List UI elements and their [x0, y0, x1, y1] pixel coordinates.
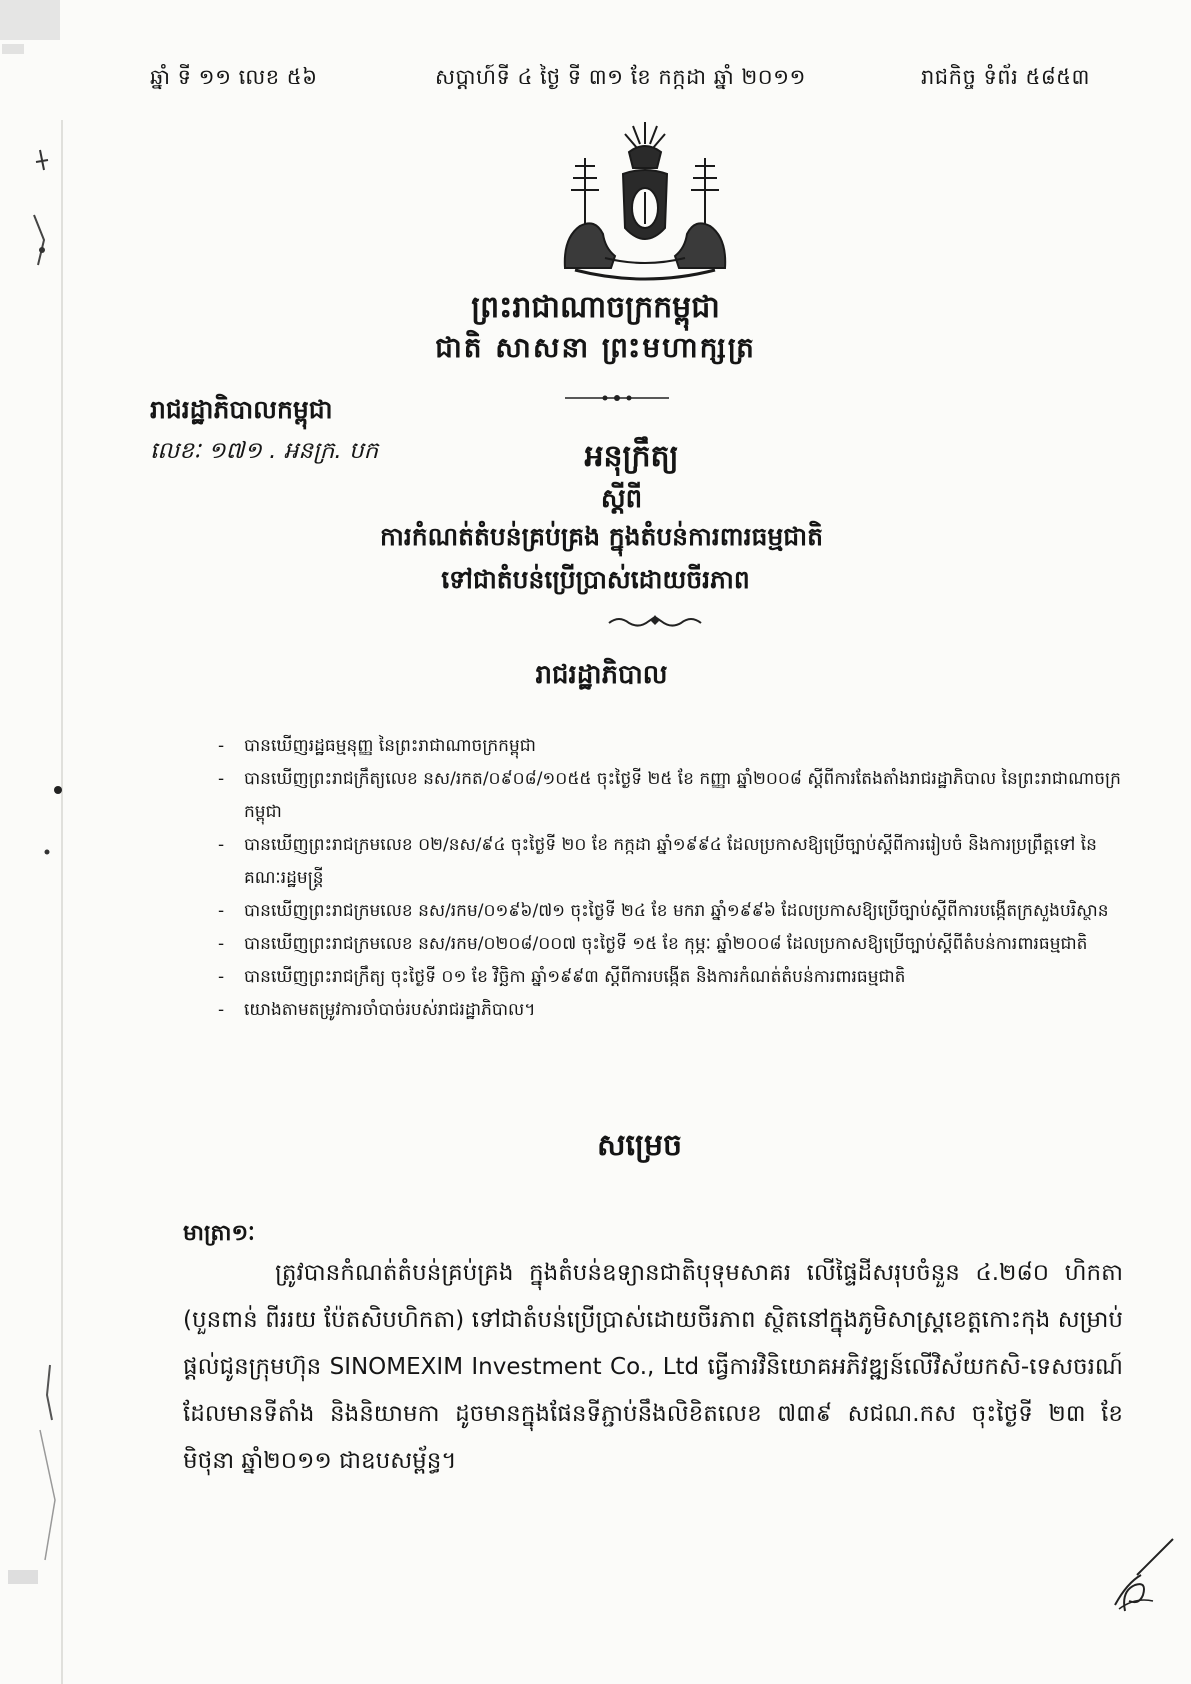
- list-item: - បានឃើញព្រះរាជក្រមលេខ នស/រកម/០១៩៦/៧១ ចុះថ្ងៃទី ២៤ ខែ មករា ឆ្នាំ១៩៩៦ ដែលប្រកាសឱ្យប្រើច្បាប់ស្ដីពីការបង្កើតក្រសួងបរិស្ថាន: [218, 895, 1123, 928]
- list-item: - បានឃើញរដ្ឋធម្មនុញ្ញ នៃព្រះរាជាណាចក្រកម្ពុជា: [218, 730, 1123, 763]
- royal-coat-of-arms-icon: [545, 118, 745, 286]
- article-1-body: ត្រូវបានកំណត់តំបន់គ្រប់គ្រង ក្នុងតំបន់ឧទ្យានជាតិបុទុមសាគរ លើផ្ទៃដីសរុបចំនួន ៤.២៨០ ហិកតា (បួនពាន់ ពីររយ ប៉ែតសិបហិកតា) ទៅជាតំបន់ប្រើប្រាស់ដោយចីរភាព ស្ថិតនៅក្នុងភូមិសាស្ត្រខេត្តកោះកុង សម្រាប់ផ្ដល់ជូនក្រុមហ៊ុន SINOMEXIM Investment Co., Ltd ធ្វើការវិនិយោគអភិវឌ្ឍន៍លើវិស័យកសិ-ទេសចរណ៍ ដែលមានទីតាំង និងនិយាមកា ដូចមានក្នុងផែនទីភ្ជាប់នឹងលិខិតលេខ ៧៣៩ សជណ.កស ចុះថ្ងៃទី ២៣ ខែ មិថុនា ឆ្នាំ២០១១ ជាឧបសម្ព័ន្ធ។: [183, 1260, 1123, 1474]
- considerations-list: [218, 730, 1123, 1027]
- document-type: អនុក្រឹត្យ: [584, 439, 679, 474]
- government-heading: រាជរដ្ឋាភិបាល: [535, 660, 668, 690]
- decision-heading: សម្រេច: [596, 1128, 683, 1163]
- gazette-page: រាជកិច្ច ទំព័រ ៥៨៥៣: [920, 65, 1090, 89]
- list-item: - បានឃើញព្រះរាជក្រមលេខ នស/រកម/០២០៨/០០៧ ចុះថ្ងៃទី ១៥ ខែ កុម្ភៈ ឆ្នាំ២០០៨ ដែលប្រកាសឱ្យប្រើច្បាប់ស្ដីពីតំបន់ការពារធម្មជាតិ: [218, 928, 1123, 961]
- issuing-authority: រាជរដ្ឋាភិបាលកម្ពុជា: [150, 395, 333, 424]
- list-item: - យោងតាមតម្រូវការចាំបាច់របស់រាជរដ្ឋាភិបាល។: [218, 994, 1123, 1027]
- document-number: លេខៈ ១៧១ . អនក្រ. បក: [150, 438, 379, 464]
- ornament-divider: [605, 613, 705, 629]
- gazette-date: សប្ដាហ៍ទី ៤ ថ្ងៃ ទី ៣១ ខែ កក្កដា ឆ្នាំ ២០១១: [435, 65, 806, 89]
- kingdom-name: ព្រះរាជាណាចក្រកម្ពុជា: [471, 290, 720, 325]
- list-item: - បានឃើញព្រះរាជក្រមលេខ ០២/នស/៩៤ ចុះថ្ងៃទី ២០ ខែ កក្កដា ឆ្នាំ១៩៩៤ ដែលប្រកាសឱ្យប្រើច្បាប់ស្ដីពីការរៀបចំ និងការប្រព្រឹត្តទៅ នៃគណៈរដ្ឋមន្ត្រី: [218, 829, 1123, 895]
- list-item: - បានឃើញព្រះរាជក្រឹត្យ ចុះថ្ងៃទី ០១ ខែ វិច្ឆិកា ឆ្នាំ១៩៩៣ ស្ដីពីការបង្កើត និងការកំណត់តំបន់ការពារធម្មជាតិ: [218, 961, 1123, 994]
- article-1-label: មាត្រា១ៈ: [183, 1221, 255, 1246]
- document-title-line-1: ការកំណត់តំបន់គ្រប់គ្រង ក្នុងតំបន់ការពារធម្មជាតិ: [380, 522, 823, 551]
- national-motto: ជាតិ សាសនា ព្រះមហាក្សត្រ: [435, 331, 756, 364]
- list-item: - បានឃើញព្រះរាជក្រឹត្យលេខ នស/រកត/០៩០៨/១០៥៥ ចុះថ្ងៃទី ២៥ ខែ កញ្ញា ឆ្នាំ២០០៨ ស្ដីពីការតែងតាំងរាជរដ្ឋាភិបាល នៃព្រះរាជាណាចក្រកម្ពុជា: [218, 763, 1123, 829]
- about-label: ស្ដីពី: [600, 484, 643, 514]
- gazette-year-issue: ឆ្នាំ ទី ១១ លេខ ៥៦: [150, 65, 318, 89]
- initial-signature: [1085, 1535, 1175, 1615]
- scan-edge-noise: [0, 0, 70, 1684]
- document-title-line-2: ទៅជាតំបន់ប្រើប្រាស់ដោយចីរភាព: [441, 565, 750, 594]
- decorative-divider: [565, 394, 669, 402]
